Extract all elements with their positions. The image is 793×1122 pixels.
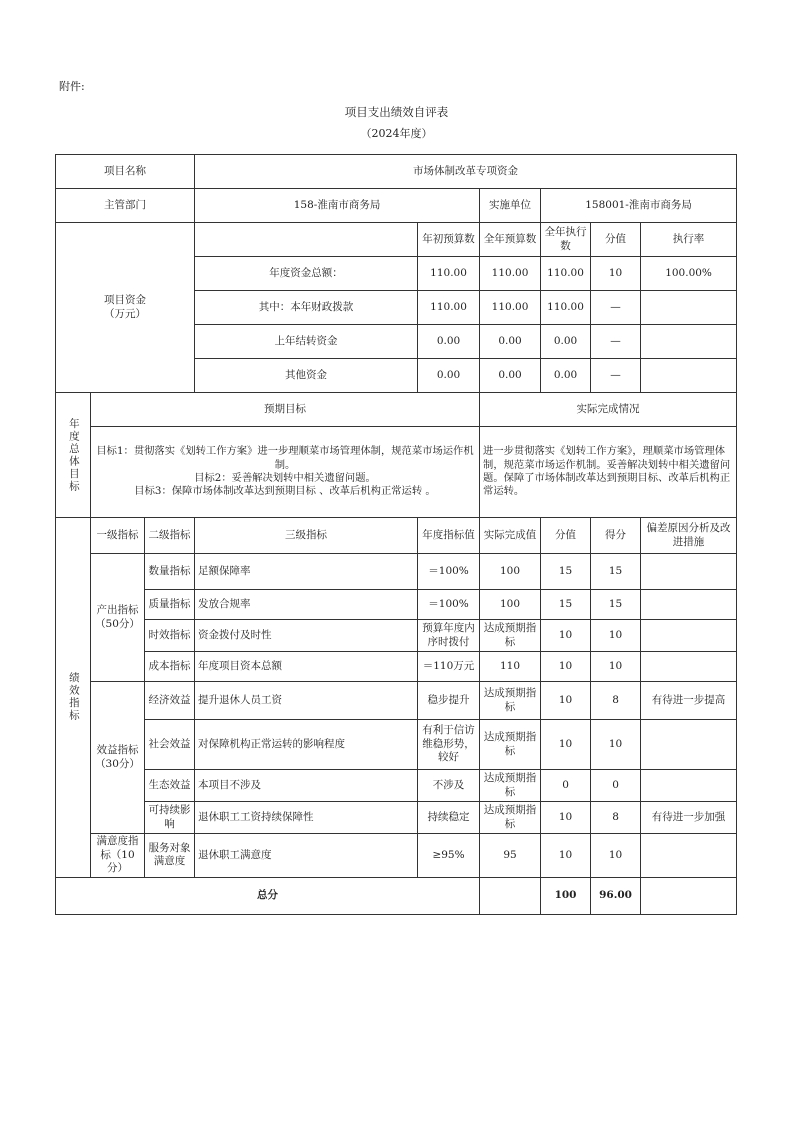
funds-weight: — [591, 359, 641, 393]
funds-rate [641, 359, 737, 393]
indicator-weight: 10 [541, 802, 591, 834]
indicator-note: 有待进一步提高 [641, 682, 737, 720]
total-note [641, 877, 737, 914]
actual-result-header: 实际完成情况 [480, 393, 737, 427]
funds-weight: — [591, 325, 641, 359]
indicator-level3: 足额保障率 [195, 554, 418, 590]
indicator-note [641, 720, 737, 770]
indicator-actual: 100 [480, 554, 541, 590]
indicator-target: 不涉及 [418, 770, 480, 802]
indicator-level3: 对保障机构正常运转的影响程度 [195, 720, 418, 770]
indicator-weight: 15 [541, 554, 591, 590]
indicator-score: 8 [591, 682, 641, 720]
indicator-level2: 经济效益 [145, 682, 195, 720]
funds-executed: 0.00 [541, 325, 591, 359]
indicator-actual: 达成预期指标 [480, 682, 541, 720]
indicator-score: 10 [591, 834, 641, 878]
indicator-header-row [56, 518, 737, 554]
funds-row-name: 上年结转资金 [195, 325, 418, 359]
project-name-label: 项目名称 [56, 155, 195, 189]
funds-executed: 110.00 [541, 291, 591, 325]
indicator-actual: 达成预期指标 [480, 720, 541, 770]
indicator-weight: 10 [541, 652, 591, 682]
funds-budget-full: 110.00 [480, 257, 541, 291]
indicator-weight: 15 [541, 590, 591, 620]
indicator-row [56, 682, 737, 720]
indicator-actual: 95 [480, 834, 541, 878]
funds-header-row [56, 223, 737, 257]
funds-budget-start: 110.00 [418, 291, 480, 325]
indicator-note [641, 770, 737, 802]
indicator-level3: 年度项目资本总额 [195, 652, 418, 682]
satisfaction-indicator-label: 满意度指 标（10分） [91, 834, 145, 878]
actual-result-text: 进一步贯彻落实《划转工作方案》，理顺菜市场管理体制，规范菜市场运作机制。妥善解决划转中相关遗留问题。保障了市场体制改革达到预期目标、改革后机构正常运转。 [480, 427, 737, 518]
indicator-score: 8 [591, 802, 641, 834]
indicator-score: 15 [591, 590, 641, 620]
indicator-actual: 达成预期指标 [480, 620, 541, 652]
indicator-header-cell: 年度指标值 [418, 518, 480, 554]
implementing-unit-label: 实施单位 [480, 189, 541, 223]
indicator-note [641, 652, 737, 682]
total-weight: 100 [541, 877, 591, 914]
indicator-header-cell: 得分 [591, 518, 641, 554]
indicator-weight: 10 [541, 720, 591, 770]
total-label: 总分 [56, 877, 480, 914]
indicator-header-cell: 一级指标 [91, 518, 145, 554]
indicator-header-cell: 偏差原因分析及改进措施 [641, 518, 737, 554]
indicator-level2: 成本指标 [145, 652, 195, 682]
indicator-note [641, 620, 737, 652]
funds-budget-full: 110.00 [480, 291, 541, 325]
indicator-header-cell: 分值 [541, 518, 591, 554]
indicator-score: 10 [591, 652, 641, 682]
indicator-actual: 达成预期指标 [480, 770, 541, 802]
goals-content-row [56, 427, 737, 518]
indicator-level3: 退休职工满意度 [195, 834, 418, 878]
expected-goal-text: 目标1：贯彻落实《划转工作方案》进一步理顺菜市场管理体制，规范菜市场运作机制。 目标2：妥善解决划转中相关遗留问题。 目标3：保障市场体制改革达到预期目标 、改革后机构正常运转 。 [91, 427, 480, 518]
indicator-row [56, 652, 737, 682]
indicator-header-cell: 实际完成值 [480, 518, 541, 554]
project-name-value: 市场体制改革专项资金 [195, 155, 737, 189]
indicator-level2: 质量指标 [145, 590, 195, 620]
funds-executed: 110.00 [541, 257, 591, 291]
funds-label: 项目资金 （万元） [56, 223, 195, 393]
indicator-score: 15 [591, 554, 641, 590]
indicator-level3: 资金拨付及时性 [195, 620, 418, 652]
indicator-level3: 退休职工工资持续保障性 [195, 802, 418, 834]
indicator-weight: 10 [541, 834, 591, 878]
funds-budget-start: 0.00 [418, 359, 480, 393]
funds-budget-full: 0.00 [480, 325, 541, 359]
indicator-actual: 100 [480, 590, 541, 620]
indicator-level2: 服务对象满意度 [145, 834, 195, 878]
indicator-target: ＝110万元 [418, 652, 480, 682]
department-row [56, 189, 737, 223]
annual-goal-label: 年度总体目标 [56, 393, 91, 518]
indicator-note [641, 834, 737, 878]
funds-rate: 100.00% [641, 257, 737, 291]
indicator-target: ＝100% [418, 590, 480, 620]
form-title: 项目支出绩效自评表 [344, 105, 449, 119]
department-label: 主管部门 [56, 189, 195, 223]
funds-weight: 10 [591, 257, 641, 291]
department-value: 158-淮南市商务局 [195, 189, 480, 223]
indicator-row [56, 802, 737, 834]
indicator-level2: 时效指标 [145, 620, 195, 652]
indicator-level2: 可持续影响 [145, 802, 195, 834]
expected-goal-header: 预期目标 [91, 393, 480, 427]
indicator-target: 持续稳定 [418, 802, 480, 834]
indicator-weight: 10 [541, 620, 591, 652]
indicator-target: ≥95% [418, 834, 480, 878]
attachment-label: 附件: [59, 80, 85, 93]
indicator-row [56, 620, 737, 652]
indicator-row [56, 590, 737, 620]
goals-header-row [56, 393, 737, 427]
indicator-target: 有利于信访维稳形势，较好 [418, 720, 480, 770]
indicator-actual: 110 [480, 652, 541, 682]
funds-header-cell: 全年预算数 [480, 223, 541, 257]
indicator-level2: 社会效益 [145, 720, 195, 770]
indicator-weight: 0 [541, 770, 591, 802]
funds-row-name: 其他资金 [195, 359, 418, 393]
funds-weight: — [591, 291, 641, 325]
funds-budget-start: 110.00 [418, 257, 480, 291]
indicator-row [56, 554, 737, 590]
funds-row-name: 年度资金总额： [195, 257, 418, 291]
indicator-level2: 生态效益 [145, 770, 195, 802]
indicator-actual: 达成预期指标 [480, 802, 541, 834]
performance-indicator-label: 绩效指标 [56, 518, 91, 878]
funds-header-blank [195, 223, 418, 257]
total-blank [480, 877, 541, 914]
funds-rate [641, 291, 737, 325]
indicator-level3: 本项目不涉及 [195, 770, 418, 802]
funds-header-cell: 年初预算数 [418, 223, 480, 257]
indicator-target: 稳步提升 [418, 682, 480, 720]
project-name-row [56, 155, 737, 189]
output-indicator-label: 产出指标 （50分） [91, 554, 145, 682]
indicator-header-cell: 二级指标 [145, 518, 195, 554]
funds-rate [641, 325, 737, 359]
indicator-header-cell: 三级指标 [195, 518, 418, 554]
implementing-unit-value: 158001-淮南市商务局 [541, 189, 737, 223]
indicator-weight: 10 [541, 682, 591, 720]
funds-header-cell: 分值 [591, 223, 641, 257]
indicator-score: 10 [591, 720, 641, 770]
indicator-row [56, 834, 737, 878]
benefit-indicator-label: 效益指标 （30分） [91, 682, 145, 834]
funds-row-name: 其中：本年财政拨款 [195, 291, 418, 325]
indicator-row [56, 770, 737, 802]
total-row [56, 877, 737, 914]
indicator-row [56, 720, 737, 770]
indicator-level3: 发放合规率 [195, 590, 418, 620]
indicator-target: ＝100% [418, 554, 480, 590]
indicator-level3: 提升退休人员工资 [195, 682, 418, 720]
indicator-note [641, 554, 737, 590]
indicator-note [641, 590, 737, 620]
funds-executed: 0.00 [541, 359, 591, 393]
form-year: （2024年度） [360, 127, 433, 140]
indicator-target: 预算年度内序时拨付 [418, 620, 480, 652]
funds-budget-full: 0.00 [480, 359, 541, 393]
indicator-score: 0 [591, 770, 641, 802]
funds-header-cell: 执行率 [641, 223, 737, 257]
evaluation-table [55, 154, 737, 915]
total-score: 96.00 [591, 877, 641, 914]
funds-budget-start: 0.00 [418, 325, 480, 359]
funds-header-cell: 全年执行数 [541, 223, 591, 257]
indicator-note: 有待进一步加强 [641, 802, 737, 834]
indicator-score: 10 [591, 620, 641, 652]
indicator-level2: 数量指标 [145, 554, 195, 590]
